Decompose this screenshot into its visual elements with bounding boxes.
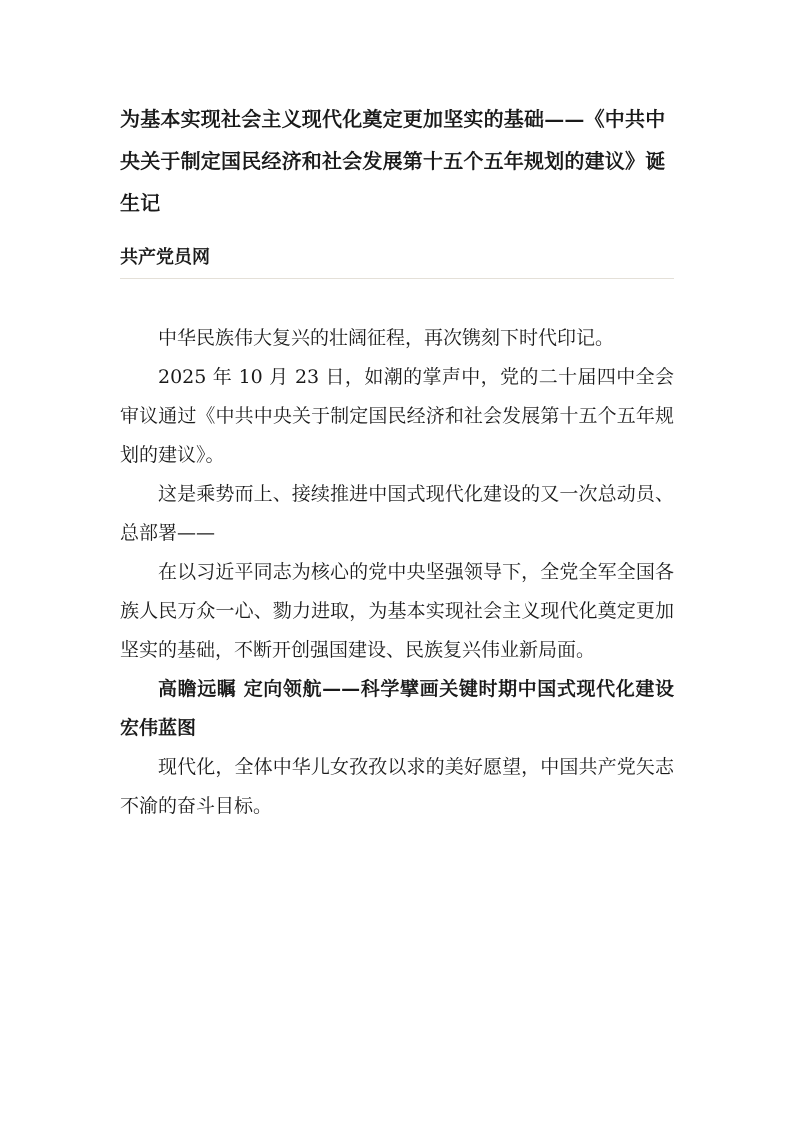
article-body (120, 319, 674, 826)
title-divider (120, 278, 674, 279)
article (120, 98, 674, 826)
paragraph: 2025 年 10 月 23 日，如潮的掌声中，党的二十届四中全会审议通过《中共中央关于制定国民经济和社会发展第十五个五年规划的建议》。 (120, 366, 674, 466)
article-source: 共产党员网 (120, 247, 210, 268)
article-title: 为基本实现社会主义现代化奠定更加坚实的基础——《中共中央关于制定国民经济和社会发展第十五个五年规划的建议》诞生记 (120, 107, 666, 215)
paragraph: 在以习近平同志为核心的党中央坚强领导下，全党全军全国各族人民万众一心、勠力进取，为基本实现社会主义现代化奠定更加坚实的基础，不断开创强国建设、民族复兴伟业新局面。 (120, 561, 674, 661)
paragraph: 现代化，全体中华儿女孜孜以求的美好愿望，中国共产党矢志不渝的奋斗目标。 (120, 756, 674, 817)
paragraph: 中华民族伟大复兴的壮阔征程，再次镌刻下时代印记。 (158, 327, 615, 349)
section-heading: 高瞻远瞩 定向领航——科学擘画关键时期中国式现代化建设宏伟蓝图 (120, 678, 674, 739)
paragraph: 这是乘势而上、接续推进中国式现代化建设的又一次总动员、总部署—— (120, 483, 674, 544)
